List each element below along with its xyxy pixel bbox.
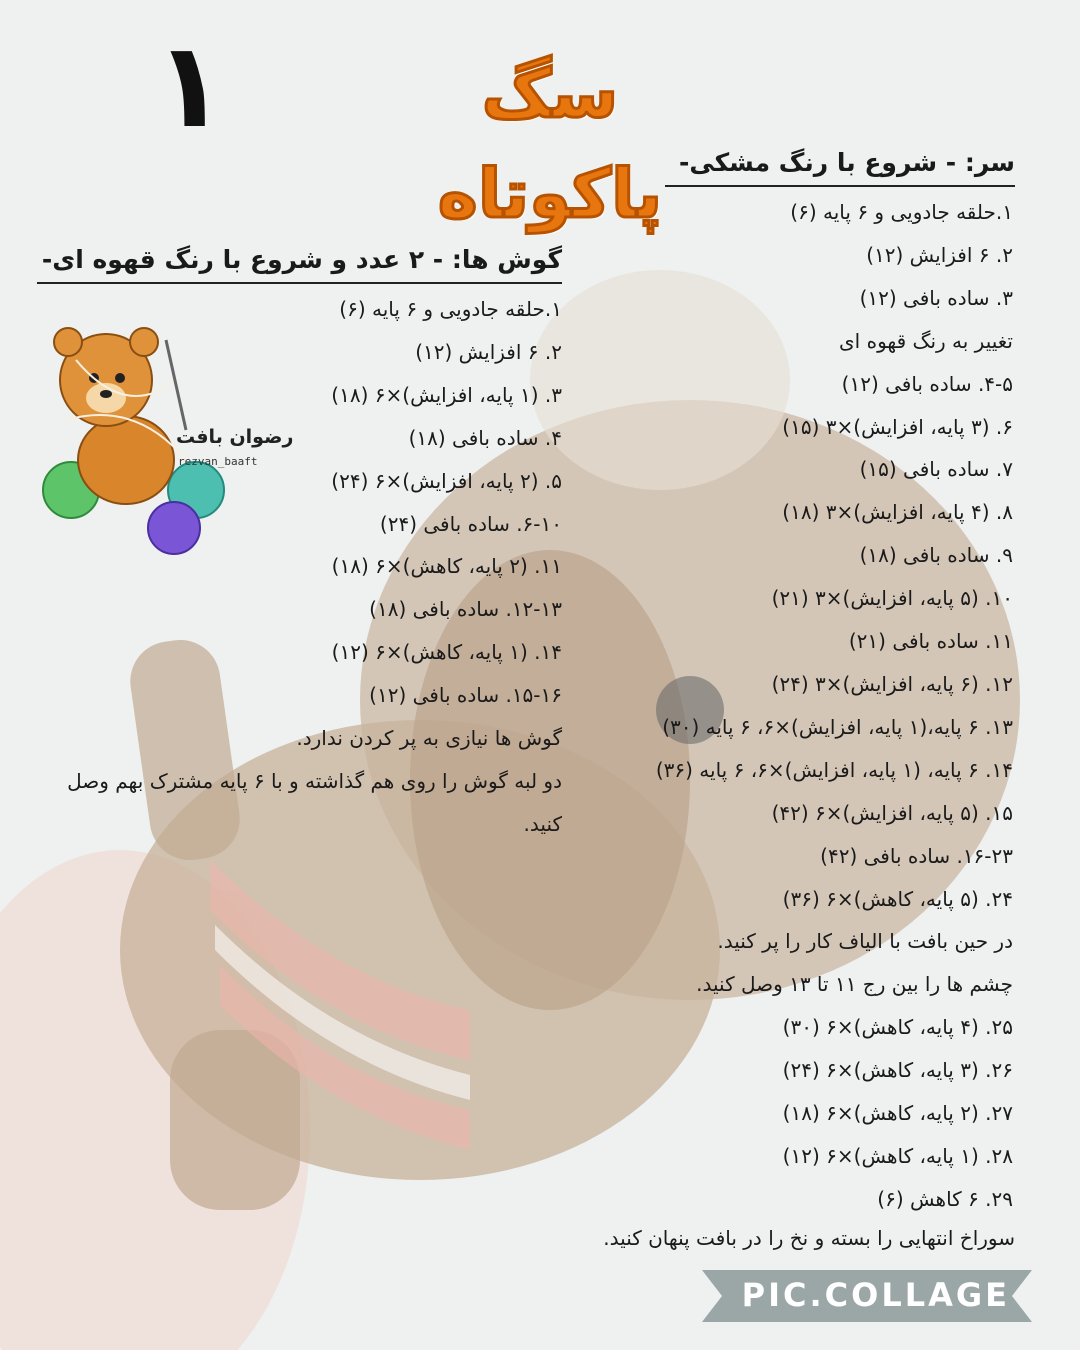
ears-step: ۴. ساده بافی (۱۸): [408, 425, 562, 450]
head-step: ۸. (۴ پایه، افزایش)×۳ (۱۸): [782, 500, 1013, 525]
head-step: ۴-۵. ساده بافی (۱۲): [841, 371, 1013, 396]
head-step: ۷. ساده بافی (۱۵): [859, 457, 1013, 482]
page-number: ١: [153, 16, 227, 154]
ears-step: ۲. ۶ افزایش (۱۲): [415, 339, 562, 364]
head-step: ۱۶-۲۳. ساده بافی (۴۲): [820, 843, 1013, 868]
ears-step: ۱۱. (۲ پایه، کاهش)×۶ (۱۸): [331, 554, 562, 579]
head-step: ۱۵. (۵ پایه، افزایش)×۶ (۴۲): [771, 800, 1013, 825]
brand-handle: rezvan_baaft: [178, 455, 258, 468]
head-step: تغییر به رنگ قهوه ای: [839, 328, 1013, 353]
head-step: ۱۴. ۶ پایه، (۱ پایه، افزایش)×۶، ۶ پایه (۳۶): [655, 757, 1013, 782]
ears-step: ۶-۱۰. ساده بافی (۲۴): [379, 511, 562, 536]
brand-name: رضوان بافت: [176, 426, 294, 448]
ears-step: ۱۲-۱۳. ساده بافی (۱۸): [369, 597, 562, 622]
head-step: ۱۲. (۶ پایه، افزایش)×۳ (۲۴): [771, 671, 1013, 696]
head-step: در حین بافت با الیاف کار را پر کنید.: [717, 929, 1013, 954]
ears-note: گوش ها نیازی به پر کردن ندارد.: [296, 726, 562, 751]
head-section: [655, 143, 1015, 1221]
head-step: ۲۸. (۱ پایه، کاهش)×۶ (۱۲): [782, 1143, 1013, 1168]
head-heading: سر: - شروع با رنگ مشکی-: [665, 143, 1015, 187]
head-step: ۱.حلقه جادویی و ۶ پایه (۶): [790, 200, 1013, 224]
watermark-text: PIC.COLLAGE: [741, 1276, 1010, 1314]
head-step: ۲۵. (۴ پایه، کاهش)×۶ (۳۰): [782, 1015, 1013, 1040]
head-step: ۲۶. (۳ پایه، کاهش)×۶ (۲۴): [782, 1058, 1013, 1083]
head-step: ۲۷. (۲ پایه، کاهش)×۶ (۱۸): [782, 1101, 1013, 1126]
head-step: ۳. ساده بافی (۱۲): [859, 285, 1013, 310]
ears-step: ۳. (۱ پایه، افزایش)×۶ (۱۸): [331, 382, 562, 407]
page-title: سگ پاکوتاه: [437, 55, 663, 234]
ears-heading: گوش ها: - ۲ عدد و شروع با رنگ قهوه ای-: [37, 240, 562, 284]
head-step: ۲۹. ۶ کاهش (۶): [877, 1186, 1013, 1211]
head-step: ۲۴. (۵ پایه، کاهش)×۶ (۳۶): [782, 886, 1013, 911]
ears-step: ۱.حلقه جادویی و ۶ پایه (۶): [339, 297, 562, 321]
ears-note: دو لبه گوش را روی هم گذاشته و با ۶ پایه مشترک بهم وصل کنید.: [67, 768, 562, 836]
head-step: ۱۳. ۶ پایه،(۱ پایه، افزایش)×۶، ۶ پایه (۳۰): [662, 714, 1013, 739]
head-step: چشم ها را بین رج ۱۱ تا ۱۳ وصل کنید.: [696, 972, 1013, 997]
head-step: ۱۰. (۵ پایه، افزایش)×۳ (۲۱): [771, 586, 1013, 611]
ears-step: ۱۵-۱۶. ساده بافی (۱۲): [369, 683, 562, 708]
head-step: ۹. ساده بافی (۱۸): [859, 543, 1013, 568]
head-step: ۱۱. ساده بافی (۲۱): [848, 629, 1013, 654]
ears-step: ۵. (۲ پایه، افزایش)×۶ (۲۴): [331, 468, 562, 493]
ears-step: ۱۴. (۱ پایه، کاهش)×۶ (۱۲): [331, 640, 562, 665]
head-closing-note: سوراخ انتهایی را بسته و نخ را در بافت پنهان کنید.: [603, 1226, 1015, 1250]
head-step: ۶. (۳ پایه، افزایش)×۳ (۱۵): [782, 414, 1013, 439]
head-step: ۲. ۶ افزایش (۱۲): [866, 242, 1013, 267]
